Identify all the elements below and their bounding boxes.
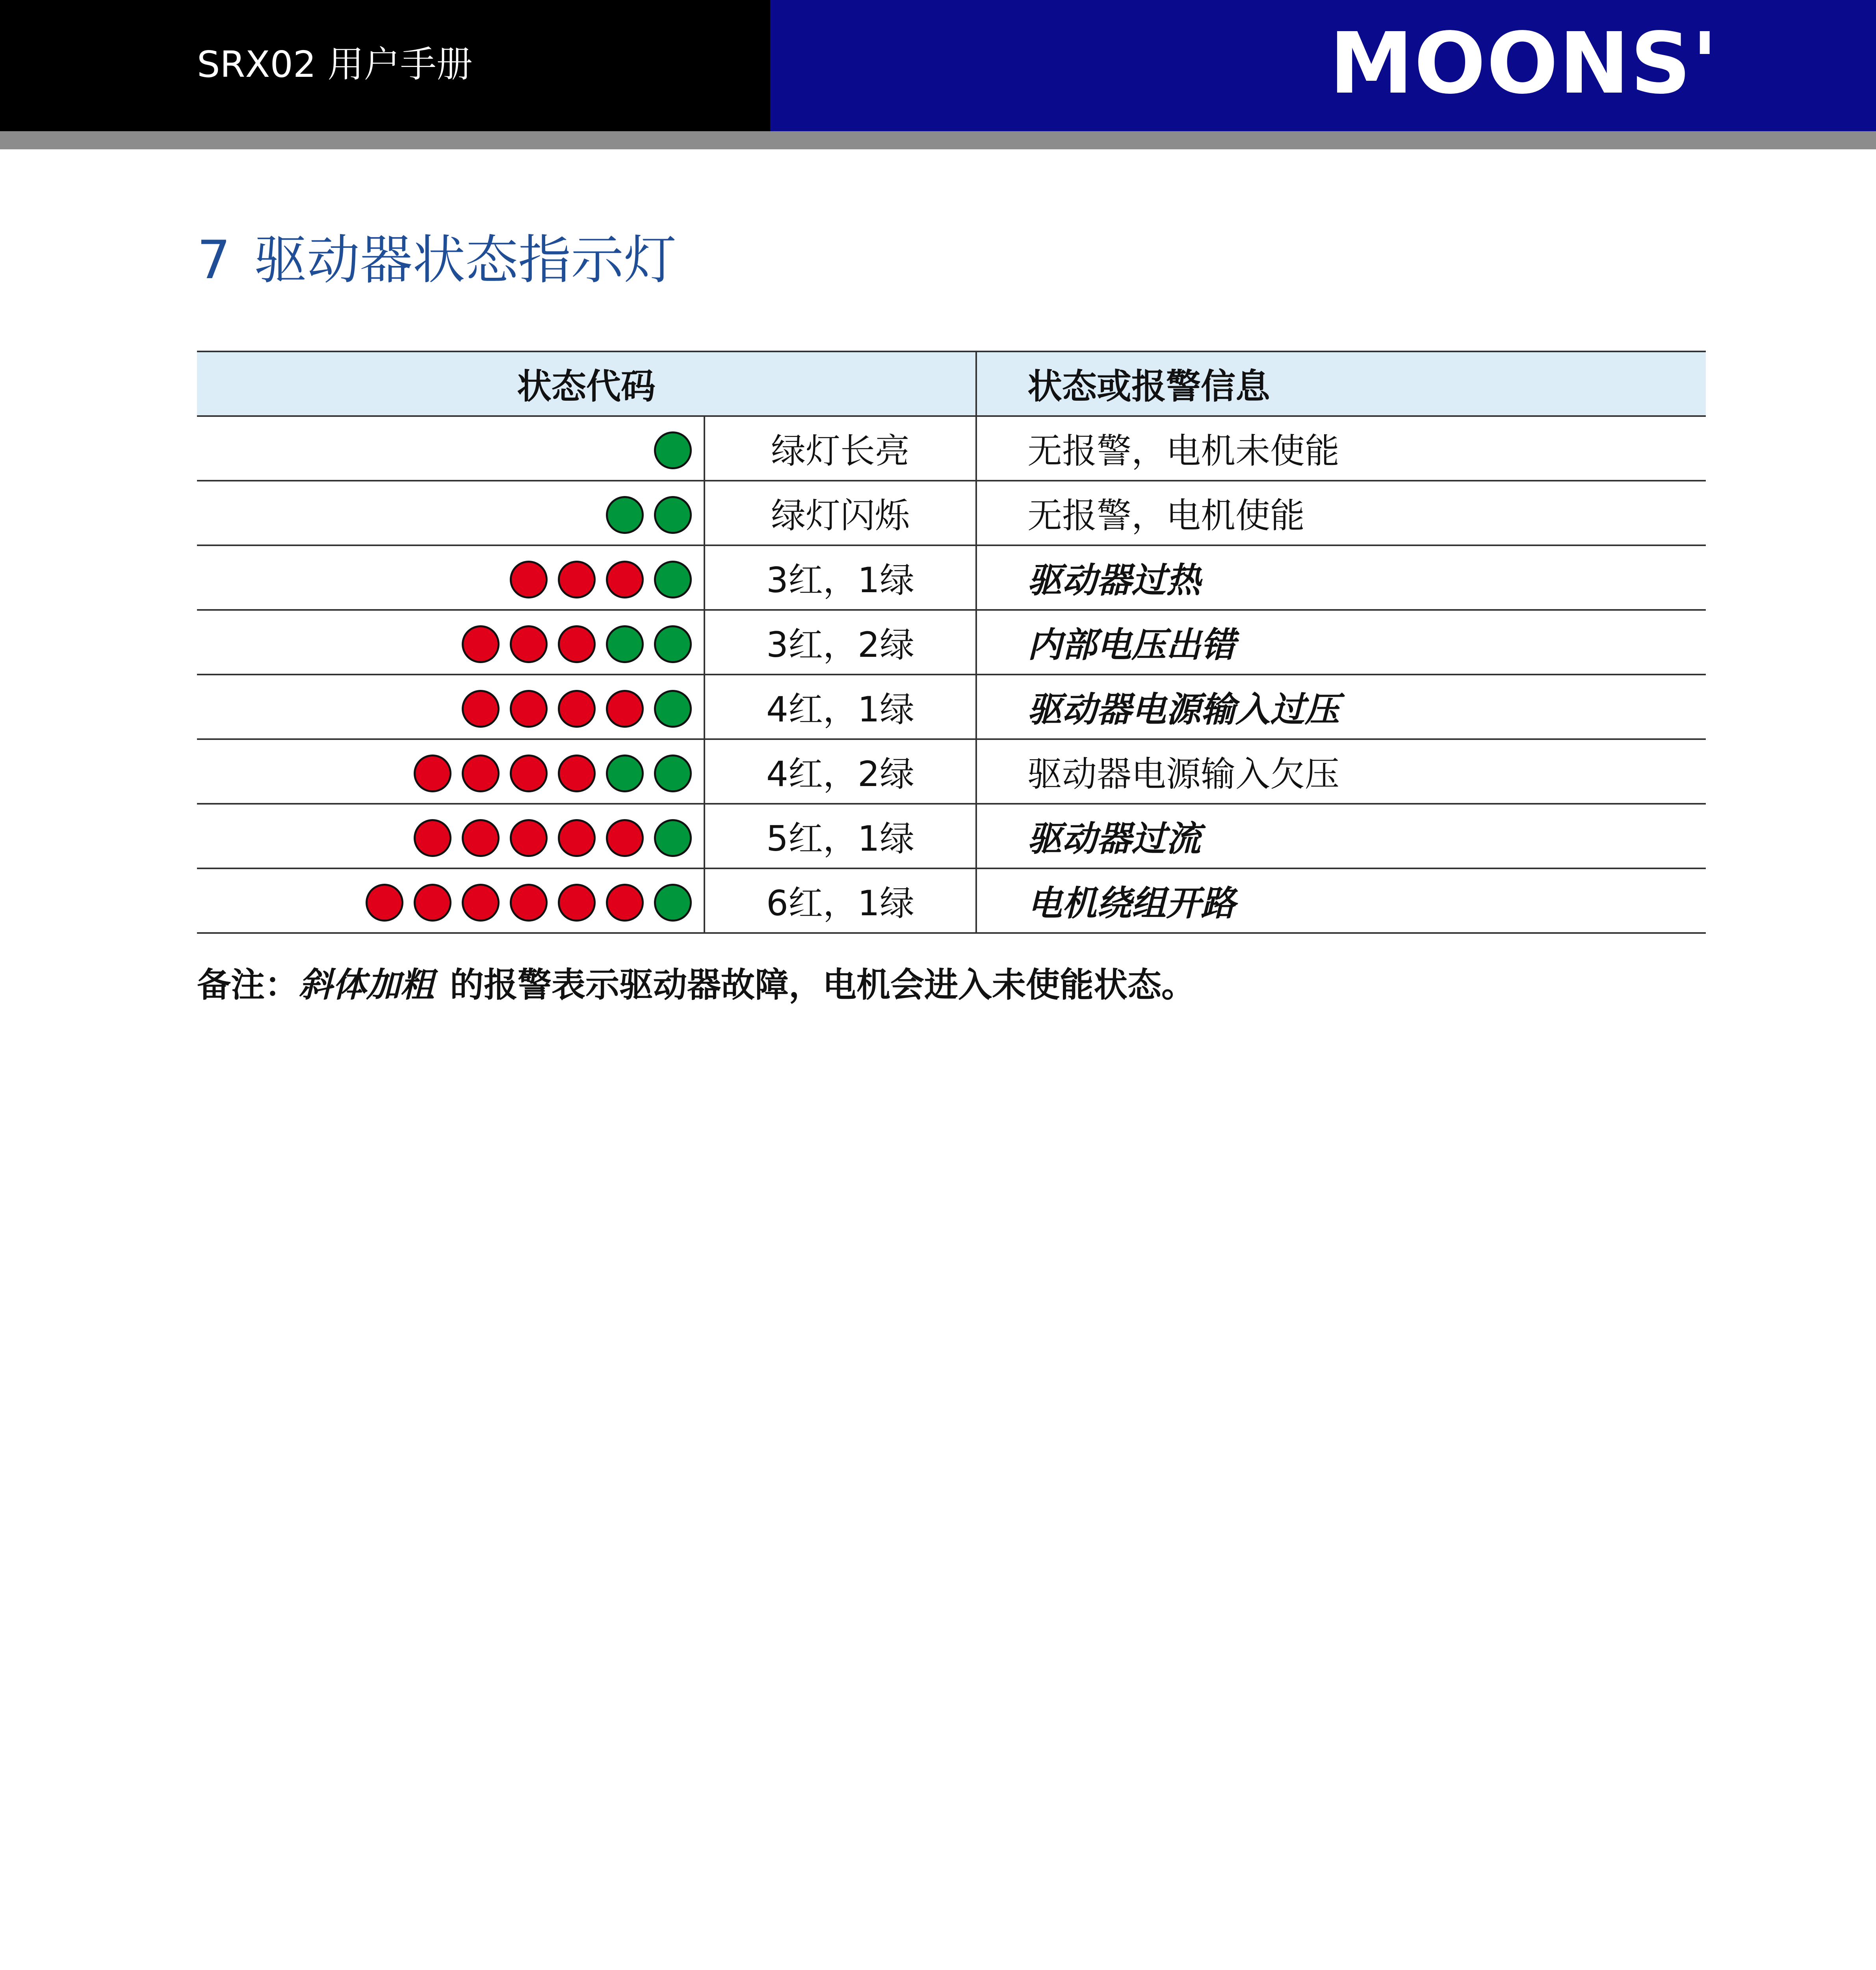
status-message: 电机绕组开路 xyxy=(976,868,1706,933)
green-led-icon xyxy=(654,690,692,728)
status-code-label: 3红，1绿 xyxy=(704,545,976,610)
table-body xyxy=(197,416,1706,933)
section-heading: 驱动器状态指示灯 xyxy=(254,229,677,291)
header-title-block xyxy=(0,0,770,131)
header-status-message: 状态或报警信息 xyxy=(976,351,1706,416)
red-led-icon xyxy=(414,819,451,857)
led-pattern xyxy=(197,804,704,868)
status-message: 驱动器过流 xyxy=(976,804,1706,868)
status-code-label: 4红，1绿 xyxy=(704,675,976,739)
table-row xyxy=(197,868,1706,933)
table-row xyxy=(197,675,1706,739)
red-led-icon xyxy=(558,884,596,922)
table-row xyxy=(197,545,1706,610)
red-led-icon xyxy=(606,690,644,728)
red-led-icon xyxy=(558,755,596,792)
red-led-icon xyxy=(462,625,500,663)
note-text: 的报警表示驱动器故障，电机会进入未使能状态。 xyxy=(450,965,1195,1005)
red-led-icon xyxy=(462,819,500,857)
led-pattern xyxy=(197,675,704,739)
red-led-icon xyxy=(606,561,644,598)
note-prefix: 备注： xyxy=(197,965,299,1005)
status-message: 无报警，电机未使能 xyxy=(976,416,1706,481)
status-message: 驱动器过热 xyxy=(976,545,1706,610)
green-led-icon xyxy=(654,625,692,663)
doc-title: SRX02 用户手册 xyxy=(197,43,473,85)
status-message: 无报警，电机使能 xyxy=(976,481,1706,545)
green-led-icon xyxy=(654,431,692,469)
status-message: 驱动器电源输入过压 xyxy=(976,675,1706,739)
table-note xyxy=(197,961,1195,1009)
red-led-icon xyxy=(558,690,596,728)
table-row xyxy=(197,610,1706,675)
note-emphasis: 斜体加粗 xyxy=(299,965,434,1005)
table-header-row xyxy=(197,351,1706,416)
table-row xyxy=(197,416,1706,481)
red-led-icon xyxy=(558,625,596,663)
red-led-icon xyxy=(510,625,548,663)
red-led-icon xyxy=(510,819,548,857)
table-row xyxy=(197,481,1706,545)
header-status-code: 状态代码 xyxy=(197,351,976,416)
green-led-icon xyxy=(606,496,644,534)
red-led-icon xyxy=(462,690,500,728)
red-led-icon xyxy=(558,561,596,598)
status-message: 驱动器电源输入欠压 xyxy=(976,739,1706,804)
led-pattern xyxy=(197,739,704,804)
section-title xyxy=(197,225,676,296)
status-table xyxy=(197,351,1706,934)
status-message: 内部电压出错 xyxy=(976,610,1706,675)
led-pattern xyxy=(197,610,704,675)
status-code-label: 4红，2绿 xyxy=(704,739,976,804)
green-led-icon xyxy=(654,561,692,598)
green-led-icon xyxy=(654,884,692,922)
red-led-icon xyxy=(414,884,451,922)
section-number: 7 xyxy=(197,229,231,291)
status-code-label: 3红，2绿 xyxy=(704,610,976,675)
red-led-icon xyxy=(606,819,644,857)
red-led-icon xyxy=(510,690,548,728)
brand-logo: MOONS' xyxy=(1329,15,1718,113)
header-brand-block xyxy=(770,0,1876,131)
table-row xyxy=(197,739,1706,804)
led-pattern xyxy=(197,868,704,933)
green-led-icon xyxy=(606,755,644,792)
red-led-icon xyxy=(366,884,403,922)
red-led-icon xyxy=(462,755,500,792)
led-pattern xyxy=(197,545,704,610)
status-code-label: 5红，1绿 xyxy=(704,804,976,868)
green-led-icon xyxy=(606,625,644,663)
green-led-icon xyxy=(654,755,692,792)
table-row xyxy=(197,804,1706,868)
status-code-label: 绿灯长亮 xyxy=(704,416,976,481)
green-led-icon xyxy=(654,819,692,857)
red-led-icon xyxy=(510,884,548,922)
red-led-icon xyxy=(510,561,548,598)
status-code-label: 6红，1绿 xyxy=(704,868,976,933)
red-led-icon xyxy=(558,819,596,857)
green-led-icon xyxy=(654,496,692,534)
red-led-icon xyxy=(510,755,548,792)
red-led-icon xyxy=(606,884,644,922)
led-pattern xyxy=(197,416,704,481)
led-pattern xyxy=(197,481,704,545)
status-code-label: 绿灯闪烁 xyxy=(704,481,976,545)
red-led-icon xyxy=(462,884,500,922)
header-divider xyxy=(0,131,1876,149)
red-led-icon xyxy=(414,755,451,792)
